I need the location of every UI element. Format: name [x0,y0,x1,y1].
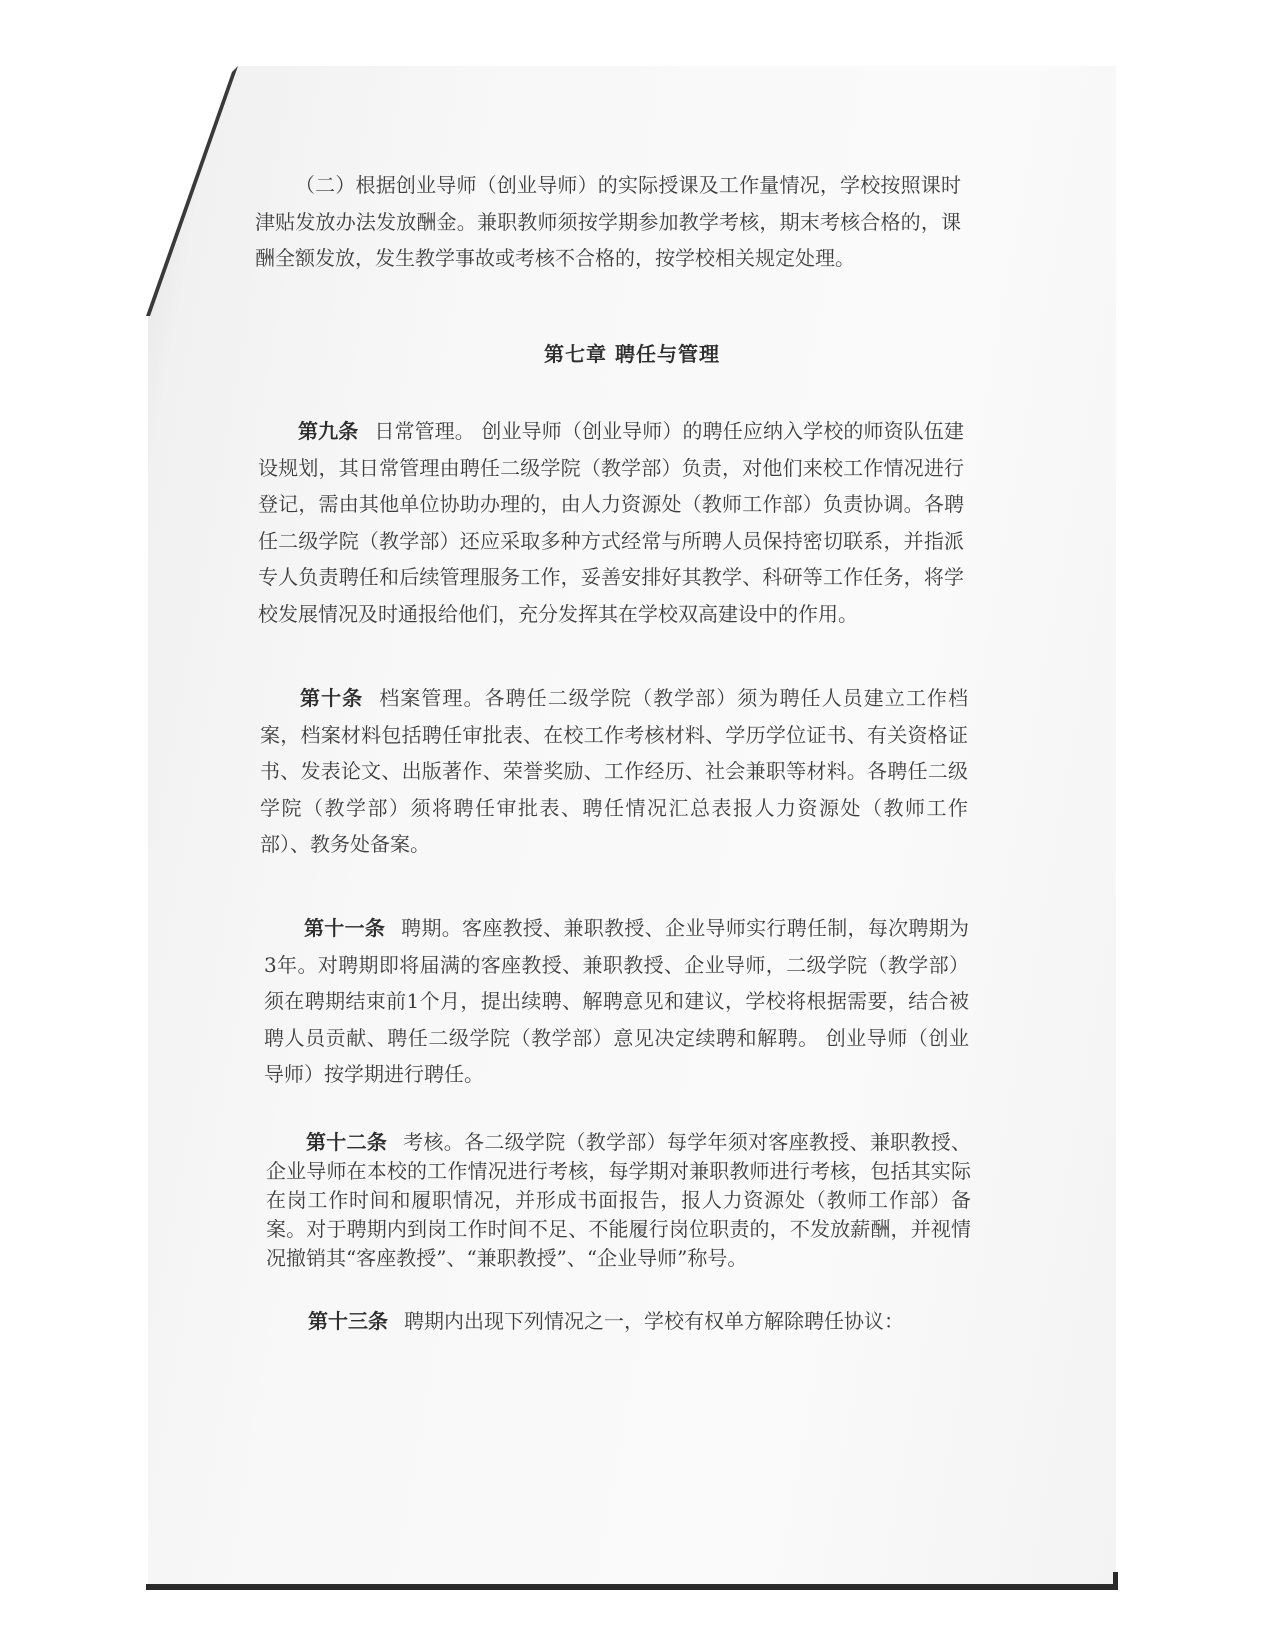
article-10-paragraph [260,680,968,863]
article-9-label: 第九条 [298,419,359,443]
page-bottom-edge [146,1584,1118,1590]
article-9-text: 日常管理。 创业导师（创业导师）的聘任应纳入学校的师资队伍建设规划，其日常管理由聘任二级学院（教学部）负责，对他们来校工作情况进行登记，需由其他单位协助办理的，由人力资源处（教师工作部）负责协调。各聘任二级学院（教学部）还应采取多种方式经常与所聘人员保持密切联系，并指派专人负责聘任和后续管理服务工作，妥善安排好其教学、科研等工作任务，将学校发展情况及时通报给他们，充分发挥其在学校双高建设中的作用。 [258,419,965,626]
article-9-paragraph [258,413,964,632]
article-10-label: 第十条 [300,686,364,710]
article-13-label: 第十三条 [308,1309,388,1333]
article-12-text: 考核。各二级学院（教学部）每学年须对客座教授、兼职教授、企业导师在本校的工作情况进行考核，每学期对兼职教师进行考核，包括其实际在岗工作时间和履职情况，并形成书面报告，报人力资源处（教师工作部）备案。对于聘期内到岗工作时间不足、不能履行岗位职责的，不发放薪酬，并视情况撤销其“客座教授”、“兼职教授”、“企业导师”称号。 [266,1130,972,1270]
article-11-label: 第十一条 [304,916,386,940]
page-corner-edge [1113,1572,1118,1590]
article-13-text: 聘期内出现下列情况之一，学校有权单方解除聘任协议： [404,1309,904,1333]
article-12-paragraph [266,1128,971,1273]
article-10-text: 档案管理。各聘任二级学院（教学部）须为聘任人员建立工作档案，档案材料包括聘任审批表、在校工作考核材料、学历学位证书、有关资格证书、发表论文、出版著作、荣誉奖励、工作经历、社会兼职等材料。各聘任二级学院（教学部）须将聘任审批表、聘任情况汇总表报人力资源处（教师工作部）、教务处备案。 [260,686,969,856]
section-2-paragraph: （二）根据创业导师（创业导师）的实际授课及工作量情况，学校按照课时津贴发放办法发放酬金。兼职教师须按学期参加教学考核，期末考核合格的，课酬全额发放，发生教学事故或考核不合格的，按学校相关规定处理。 [255,173,961,270]
article-11-paragraph [264,910,969,1093]
article-11-text: 聘期。客座教授、兼职教授、企业导师实行聘任制，每次聘期为3年。对聘期即将届满的客座教授、兼职教授、企业导师，二级学院（教学部）须在聘期结束前1个月，提出续聘、解聘意见和建议，学校将根据需要，结合被聘人员贡献、聘任二级学院（教学部）意见决定续聘和解聘。 创业导师（创业导师）按学期进行聘任。 [264,916,970,1086]
article-13-paragraph [268,1303,973,1340]
chapter-title: 第七章 聘任与管理 [544,342,720,366]
article-12-label: 第十二条 [306,1130,388,1154]
